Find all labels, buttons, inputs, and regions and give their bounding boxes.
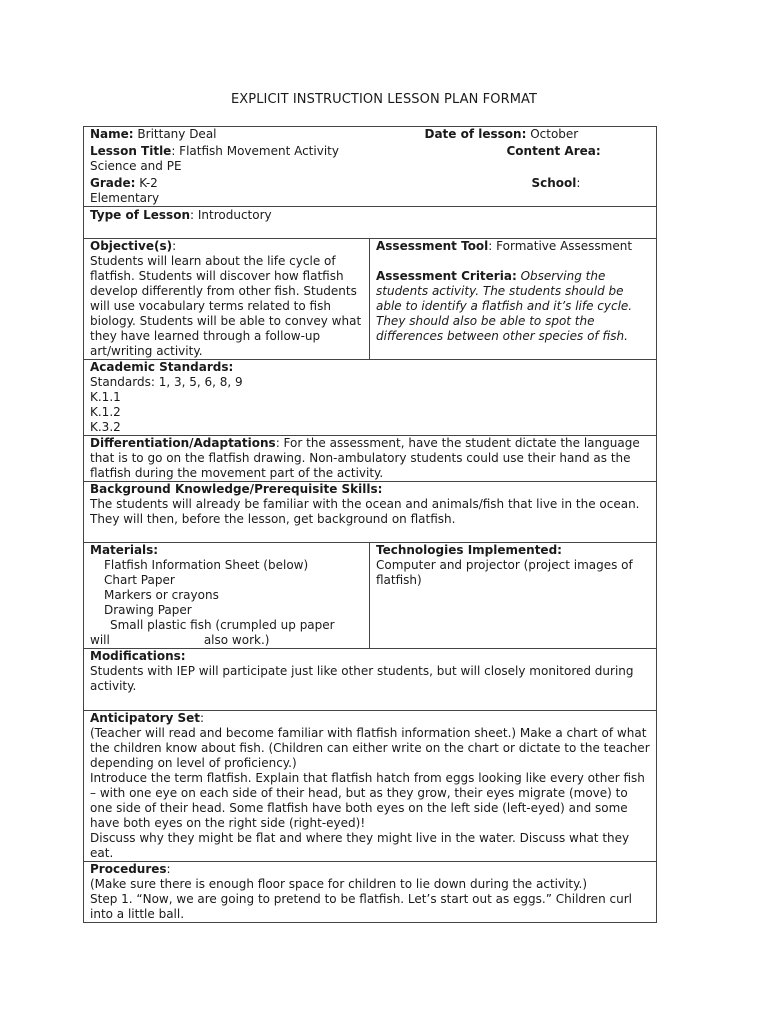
- content-area-label: Content Area:: [506, 144, 601, 158]
- anticipatory-paragraph: Discuss why they might be flat and where they might live in the water. Discuss what they eat.: [90, 831, 630, 860]
- date-field: [425, 127, 579, 142]
- background-line: The students will already be familiar with the ocean and animals/fish that live in the ocean.: [90, 497, 640, 511]
- materials-item: Markers or crayons: [104, 588, 219, 602]
- standards-line: K.1.1: [90, 390, 121, 404]
- type-of-lesson-row: [84, 207, 657, 239]
- materials-technologies-row: [84, 543, 657, 649]
- grade-label: Grade:: [90, 176, 136, 190]
- name-date-line: [90, 127, 650, 142]
- date-label: Date of lesson:: [424, 127, 527, 141]
- content-area-value: Science and PE: [90, 159, 182, 173]
- document-title: EXPLICIT INSTRUCTION LESSON PLAN FORMAT: [230, 92, 538, 107]
- school-value: Elementary: [90, 191, 160, 205]
- assessment-criteria-value: Observing the students activity. The students should be able to identify a flatfish and it’s life cycle. They should also be able to spot the differences between other species of fish.: [376, 269, 633, 343]
- assessment-tool-value: : Formative Assessment: [488, 239, 633, 253]
- standards-line: Standards: 1, 3, 5, 6, 8, 9: [90, 375, 243, 389]
- modifications-label: Modifications:: [90, 649, 186, 663]
- differentiation-label: Differentiation/Adaptations: [90, 436, 276, 450]
- date-value: October: [526, 127, 579, 141]
- lesson-plan-table: [83, 126, 657, 923]
- objectives-text: Students will learn about the life cycle of flatfish. Students will discover how flatfish develop differently from other fish. Students will use vocabulary terms related to fish biology. Students will be able to convey what they have learned through a follow-up art/writing activity.: [90, 254, 362, 358]
- procedures-label: Procedures: [90, 862, 167, 876]
- materials-item-continued: will also work.): [90, 633, 270, 647]
- standards-line: K.3.2: [90, 420, 121, 434]
- background-row: [84, 482, 657, 543]
- objectives-assessment-row: [84, 239, 657, 360]
- standards-label: Academic Standards:: [90, 360, 234, 374]
- assessment-criteria: [376, 269, 650, 344]
- differentiation-text: : For the assessment, have the student dictate the language that is to go on the flatfish drawing. Non-ambulatory students could use their hand as the flatfish during the movement part of the activity.: [90, 436, 640, 480]
- type-label: Type of Lesson: [90, 208, 190, 222]
- standards-row: [84, 360, 657, 436]
- grade-value: K-2: [135, 176, 158, 190]
- background-label: Background Knowledge/Prerequisite Skills:: [90, 482, 383, 496]
- name-label: Name:: [90, 127, 134, 141]
- materials-item: Small plastic fish (crumpled up paper: [110, 618, 335, 632]
- header-row: [84, 127, 657, 207]
- type-value: : Introductory: [190, 208, 272, 222]
- anticipatory-row: Anticipatory Set: (Teacher will read and become familiar with flatfish information sheet.) Make a chart of what the children know about fish. (Children can either write on the chart or dictate to the teacher depending on level of proficiency.) Introduce the term flatfish. Explain that flatfish hatch from eggs looking like every other fish – with one eye on each side of their head, but as they grow, their eyes migrate (move) to one side of their head. Some flatfish have both eyes on the left side (left-eyed) and some have both eyes on the right side (right-eyed)! Discuss why they might be flat and where they might live in the water. Discuss what they eat.: [84, 711, 657, 862]
- technologies-text: Computer and projector (project images of flatfish): [376, 558, 633, 587]
- school-field: School:: [531, 176, 581, 190]
- objectives-label: Objective(s): [90, 239, 173, 253]
- modifications-text: Students with IEP will participate just like other students, but will closely monitored during activity.: [90, 664, 634, 693]
- modifications-row: [84, 649, 657, 711]
- procedures-row: Procedures: (Make sure there is enough floor space for children to lie down during the activity.) Step 1. “Now, we are going to pretend to be flatfish. Let’s start out as eggs.” Children curl into a little ball.: [84, 862, 657, 923]
- anticipatory-label: Anticipatory Set: [90, 711, 201, 725]
- lesson-title-label: Lesson Title: [90, 144, 172, 158]
- name-value: Brittany Deal: [133, 127, 217, 141]
- background-line: They will then, before the lesson, get background on flatfish.: [90, 512, 456, 526]
- lesson-title-value: : Flatfish Movement Activity: [171, 144, 339, 158]
- school-label: School: [531, 176, 577, 190]
- differentiation-row: [84, 436, 657, 482]
- materials-label: Materials:: [90, 543, 159, 557]
- assessment-tool-label: Assessment Tool: [376, 239, 489, 253]
- assessment-criteria-label: Assessment Criteria:: [376, 269, 517, 283]
- assessment-tool-line: [376, 239, 650, 254]
- procedures-paragraph: (Make sure there is enough floor space for children to lie down during the activity.): [90, 877, 588, 891]
- lesson-title-line: [90, 144, 650, 159]
- materials-item: Flatfish Information Sheet (below): [104, 558, 309, 572]
- anticipatory-paragraph: (Teacher will read and become familiar with flatfish information sheet.) Make a chart of what the children know about fish. (Children can either write on the chart or dictate to the teacher depending on level of proficiency.): [90, 726, 650, 770]
- standards-line: K.1.2: [90, 405, 121, 419]
- grade-line: [90, 176, 650, 191]
- materials-item: Drawing Paper: [104, 603, 192, 617]
- technologies-label: Technologies Implemented:: [376, 543, 562, 557]
- materials-item: Chart Paper: [104, 573, 175, 587]
- procedures-paragraph: Step 1. “Now, we are going to pretend to be flatfish. Let’s start out as eggs.” Children curl into a little ball.: [90, 892, 632, 921]
- objectives-cell: Objective(s): Students will learn about the life cycle of flatfish. Students will discover how flatfish develop differently from other fish. Students will use vocabulary terms related to fish biology. Students will be able to convey what they have learned through a follow-up art/writing activity.: [90, 239, 362, 358]
- anticipatory-paragraph: Introduce the term flatfish. Explain that flatfish hatch from eggs looking like every other fish – with one eye on each side of their head, but as they grow, their eyes migrate (move) to one side of their head. Some flatfish have both eyes on the left side (left-eyed) and some have both eyes on the right side (right-eyed)!: [90, 771, 645, 830]
